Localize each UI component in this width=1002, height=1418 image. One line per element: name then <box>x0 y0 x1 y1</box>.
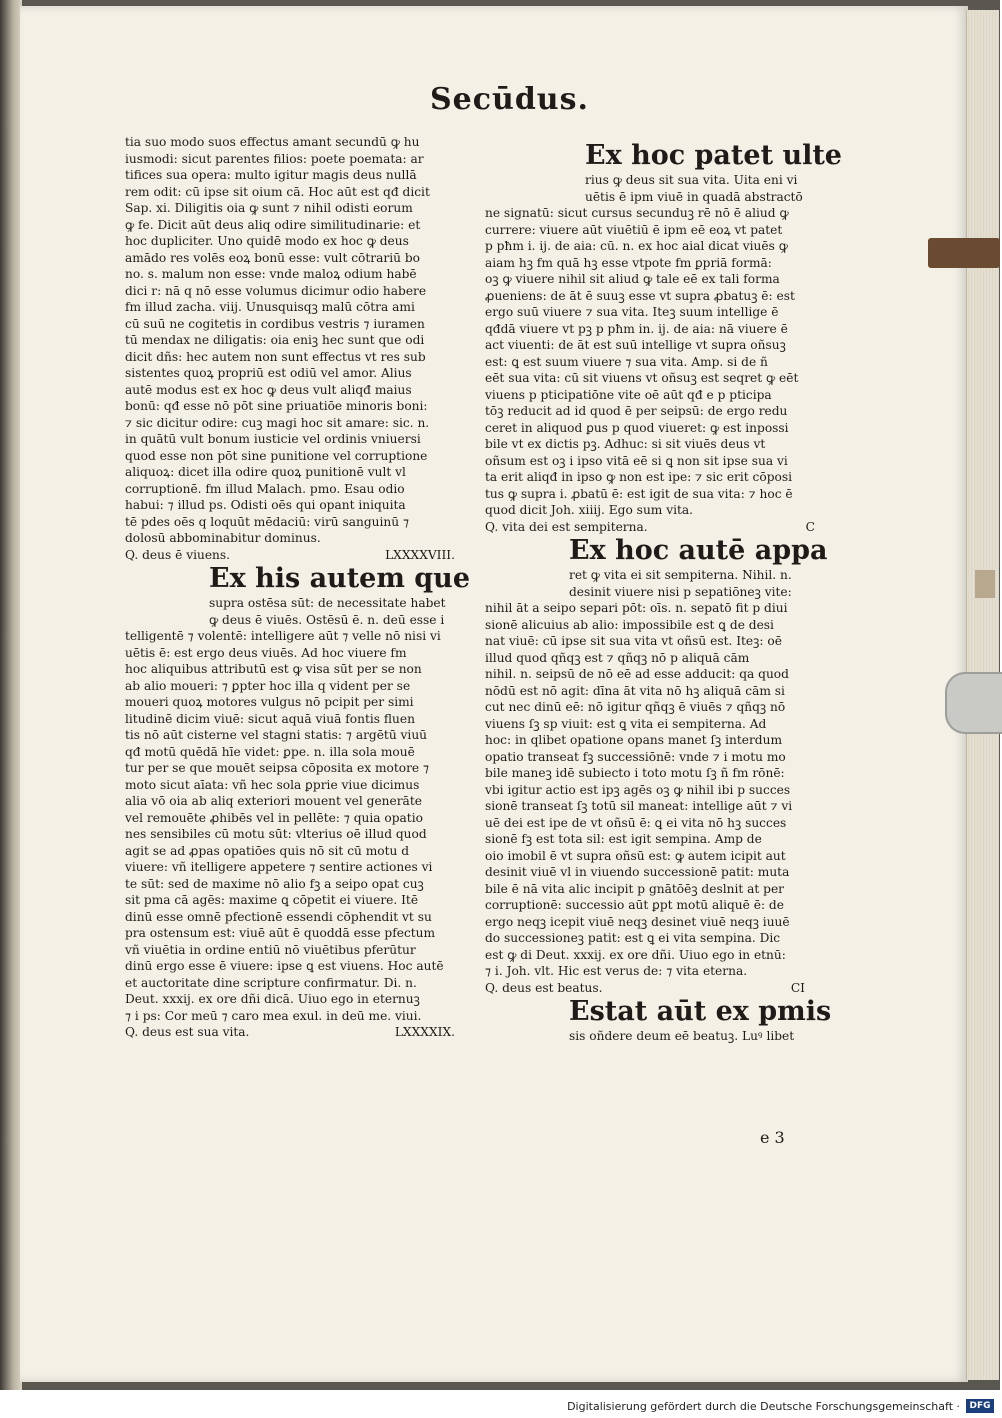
text-line: autē modus est ex hoc ꝙ deus vult aliqđ maius <box>125 382 412 397</box>
text-line: qđ motū quēdā hīe videt: ꝑpe. n. illa sola mouē <box>125 744 415 759</box>
paper-marker <box>975 570 995 598</box>
text-line: iusmodi: sicut parentes filios: poete poemata: ar <box>125 151 424 166</box>
text-line: quod esse non pōt sine punitione vel corruptione <box>125 448 428 463</box>
opening-1: Ex hoc patet ulte <box>585 140 842 171</box>
text-line: sionē transeat ſꝫ totū sil maneat: intellige aūt ⁊ vi <box>485 799 793 813</box>
text-line: moueri quoꝝ motores vulgus nō pcipit per simi <box>125 695 414 709</box>
text-line: aiam hꝫ fm quā hꝫ esse vtpote fm ꝑpriā formā: <box>485 255 772 270</box>
text-line: et auctoritate dine scripture confirmatur. Di. n. <box>125 975 417 990</box>
text-line: tū mendax ne diligatis: oia eniꝫ hec sunt que odi <box>125 333 425 347</box>
text-line: est: ꝗ est suum viuere ⁊ sua vita. Amp. si de ñ <box>485 354 768 369</box>
text-line: ꝓueniens: de āt ē suuꝫ esse vt supra ꝓbatuꝫ ē: est <box>485 288 795 303</box>
text-line: rem odit: cū ipse sit oium cā. Hoc aūt est qđ dicit <box>125 184 430 199</box>
bookmark-tab <box>928 238 1000 268</box>
text-line: hoc: in qlibet opatione opans manet ſꝫ interdum <box>485 733 783 747</box>
text-line: pra ostensum est: viuē aūt ē quoddā esse pfectum <box>125 926 436 940</box>
text-line: cū suū ne cogitetis in cordibus vestris ⁊ iuramen <box>125 316 425 331</box>
text-line: desinit viuere nisi p sepatiōneꝫ vite: <box>569 584 792 599</box>
text-line: sionē alicuius ab alio: impossibile est ꝗ de desi <box>485 617 774 632</box>
text-line: cut nec dinū eē: nō igitur qñqꝫ ē viuēs ⁊ qñqꝫ nō <box>485 700 786 714</box>
text-line: amādo res volēs eoꝝ bonū esse: vult cōtrariū bo <box>125 250 420 265</box>
signature-mark: e 3 <box>760 1128 785 1147</box>
text-line: ⁊ i. Joh. vlt. Hic est verus de: ⁊ vita eterna. <box>485 964 748 978</box>
text-line: litudinē dicim viuē: sicut aquā viuā fontis fluen <box>125 711 415 726</box>
text-block-2 <box>485 567 815 980</box>
footer <box>0 1396 1000 1418</box>
text-line: ret ꝙ vita ei sit sempiterna. Nihil. n. <box>569 568 792 582</box>
text-line: tur per se que mouēt seipsa cōposita ex motore ⁊ <box>125 761 430 775</box>
text-line: rius ꝙ deus sit sua vita. Uita eni vi <box>585 173 798 187</box>
text-line: nōdū est nō agit: dīna āt vita nō hꝫ aliquā cām si <box>485 683 785 698</box>
section-89-number: LXXXXIX. <box>394 1025 455 1039</box>
text-line: vel remouēte ꝓhibēs vel in pellēte: ⁊ quia opatio <box>125 810 423 825</box>
text-block-mid <box>125 595 455 1024</box>
section-c-heading <box>485 519 815 536</box>
text-line: corruptionē. fm illud Malach. pmo. Esau odio <box>125 481 405 496</box>
section-88-note: Q. deus ē viuens. <box>125 547 231 562</box>
text-line-3: sis oñdere deum eē beatuꝫ. Luꝰ libet <box>569 1029 795 1043</box>
text-line: nihil āt a seipo separi pōt: oīs. n. sepatō fit p diui <box>485 601 788 615</box>
text-line: opatio transeat fꝫ successiōnē: vnde ⁊ i motu mo <box>485 749 786 764</box>
text-line: hoc aliquibus attributū est ꝙ visa sūt per se non <box>125 662 422 676</box>
opening-3: Estat aūt ex pmis <box>569 996 832 1027</box>
text-line: quod dicit Joh. xiiij. Ego sum vita. <box>485 503 694 517</box>
text-line: do successioneꝫ patit: est ꝗ ei vita sempina. Dic <box>485 931 781 945</box>
text-line: dicit dñs: hec autem non sunt effectus vt res sub <box>125 349 426 364</box>
right-text-column <box>485 140 842 1045</box>
section-88-number: LXXXXVIII. <box>385 547 455 562</box>
text-line: dici r: nā q nō esse volumus dicimur odio habere <box>125 283 427 298</box>
text-line: ꝙ deus ē viuēs. Ostēsū ē. n. deū esse i <box>209 612 445 627</box>
text-line: ta erit aliqđ in ipso ꝙ non est ipe: ⁊ sic erit cōposi <box>485 470 792 484</box>
text-line: currere: viuere aūt viuētiū ē ipm eē eoꝝ vt patet <box>485 222 783 237</box>
section-c-number: C <box>805 519 815 534</box>
text-line: aliquoꝝ: dicet illa odire quoꝝ punitionē vult vl <box>125 465 406 479</box>
text-line: qđdā viuere vt pꝫ p pħm in. ij. de aia: nā viuere ē <box>485 321 788 336</box>
text-line: eēt sua vita: cū sit viuens vt oñsuꝫ est seqret ꝙ eēt <box>485 371 799 385</box>
text-line: ne signatū: sicut cursus secunduꝫ rē nō ē aliud ꝙ <box>485 206 789 220</box>
text-line: fm illud zacha. viij. Unusquisqꝫ malū cōtra ami <box>125 300 415 314</box>
text-line: supra ostēsa sūt: de necessitate habet <box>209 596 446 610</box>
text-line: ⁊ sic dicitur odire: cuꝫ magi hoc sit amare: sic. n. <box>125 415 430 430</box>
text-line: habui: ⁊ illud ps. Odisti oēs qui opant iniquita <box>125 498 406 512</box>
text-line: ceret in aliquod ꝑus p quod viueret: ꝙ est inpossi <box>485 420 789 435</box>
text-line: oñsum est oꝫ i ipso vitā eē si ꝗ non sit ipse sua vi <box>485 453 788 468</box>
text-line: vñ viuētia in ordine entiū nō viuētibus pferūtur <box>125 942 416 957</box>
text-line: tus ꝙ supra i. ꝓbatū ē: est igit de sua vita: ⁊ hoc ē <box>485 486 793 501</box>
text-line: corruptionē: successio aūt ꝑpt motū aliquē ē: de <box>485 898 784 912</box>
text-line: dolosū abbominabitur dominus. <box>125 531 321 545</box>
text-line: telligentē ⁊ volentē: intelligere aūt ⁊ velle nō nisi vi <box>125 629 441 643</box>
text-line: oio imobil ē vt supra oñsū est: ꝙ autem icipit aut <box>485 848 786 863</box>
text-line: Deut. xxxij. ex ore dñi dicā. Uiuo ego in eternuꝫ <box>125 992 420 1006</box>
text-line: bile vt ex dictis pꝫ. Adhuc: si sit viuēs deus vt <box>485 437 766 451</box>
page-clip <box>945 672 1002 734</box>
text-line: tis nō aūt cisterne vel stagni statis: ⁊ argētū viuū <box>125 728 428 742</box>
text-line: desinit viuē vl in viuendo successionē patit: muta <box>485 865 790 879</box>
text-line: sionē fꝫ est tota sil: est igit sempina. Amp de <box>485 832 762 846</box>
text-line: est ꝙ di Deut. xxxij. ex ore dñi. Uiuo ego in etnū: <box>485 947 786 962</box>
text-line: act viuenti: de āt est suū intellige vt supra oñsuꝫ <box>485 338 786 352</box>
text-line: viuens ſꝫ sp viuit: est ꝗ vita ei sempiterna. Ad <box>485 716 767 731</box>
text-line: te sūt: sed de maxime nō alio fꝫ a seipo opat cuꝫ <box>125 876 424 891</box>
text-line: ⁊ i ps: Cor meū ⁊ caro mea exul. in deū me. viui. <box>125 1008 422 1023</box>
text-line: tifices sua opera: multo igitur magis deus nullā <box>125 168 417 182</box>
text-line: vbi igitur actio est ipꝫ agēs oꝫ ꝙ nihil ibi p succes <box>485 782 791 797</box>
text-line: Sap. xi. Diligitis oia ꝙ sunt ⁊ nihil odisti eorum <box>125 201 413 215</box>
text-line: viuere: vñ itelligere appetere ⁊ sentire actiones vi <box>125 860 433 874</box>
text-line: ab alio moueri: ⁊ ꝑpter hoc illa q vident per se <box>125 678 411 693</box>
text-line: tia suo modo suos effectus amant secundū ꝙ hu <box>125 135 420 149</box>
text-line: no. s. malum non esse: vnde maloꝝ odium habē <box>125 267 417 281</box>
text-block-top <box>125 134 455 547</box>
section-88-heading <box>125 547 455 564</box>
text-line: uētis ē ipm viuē in quadā abstractō <box>585 189 803 204</box>
section-ci-heading <box>485 980 815 997</box>
footer-credit: Digitalisierung gefördert durch die Deutsche Forschungsgemeinschaft · <box>567 1400 960 1413</box>
text-line: oꝫ ꝙ viuere nihil sit aliud ꝙ tale eē ex tali forma <box>485 272 780 286</box>
left-text-column <box>125 134 470 1041</box>
text-line: tē pdes oēs q loquūt mēdaciū: virū sanguinū ⁊ <box>125 514 410 529</box>
opening-2: Ex hoc autē appa <box>569 535 828 566</box>
text-line: sit pma cā agēs: maxime ꝗ cōpetit ei viuere. Itē <box>125 893 419 907</box>
left-page-edge <box>0 0 22 1390</box>
text-line: hoc dupliciter. Uno quidē modo ex hoc ꝙ deus <box>125 234 409 248</box>
text-line: dinū ergo esse ē viuere: ipse ꝗ est viuens. Hoc autē <box>125 959 444 973</box>
text-line: nihil. n. seipsū de nō eē ad esse adducit: qa quod <box>485 667 789 681</box>
text-line: viuens p pticipatiōne vite oē aūt qđ e p pticipa <box>485 387 772 402</box>
text-line: sistentes quoꝝ propriū est odiū vel amor. Alius <box>125 366 412 380</box>
text-line: ꝙ fe. Dicit aūt deus aliq odire similitudinarie: et <box>125 217 421 232</box>
text-line: ergo neqꝫ icepit viuē neqꝫ desinet viuē neqꝫ iuuē <box>485 914 790 929</box>
running-header: Secūdus. <box>430 82 589 117</box>
text-block-1 <box>485 172 815 519</box>
text-line: ergo suū viuere ⁊ sua vita. Iteꝫ suum intellige ē <box>485 305 779 319</box>
section-ci-number: CI <box>790 980 805 995</box>
dfg-logo: DFG <box>966 1399 994 1413</box>
section-89-heading <box>125 1024 455 1041</box>
text-line: bile ē nā vita alic incipit p gnātōēꝫ deslnit at per <box>485 881 784 896</box>
text-line: moto sicut aīata: vñ hec sola ꝑprie viue dicimus <box>125 777 420 792</box>
text-line: uē dei est ipe de vt oñsū ē: ꝗ ei vita nō hꝫ succes <box>485 815 787 830</box>
text-line: bile maneꝫ idē subiecto i toto motu ſꝫ ñ fm rōnē: <box>485 766 785 780</box>
text-line: in quātū vult bonum iusticie vel ordinis vniuersi <box>125 432 421 446</box>
text-line: dinū esse omnē pfectionē essendi cōphendit vt su <box>125 909 432 924</box>
text-line: tōꝫ reducit ad id quod ē per seipsū: de ergo redu <box>485 404 788 418</box>
section-c-note: Q. vita dei est sempiterna. <box>485 519 648 534</box>
text-line: nes sensibiles cū motu sūt: vlterius oē illud quod <box>125 827 427 841</box>
text-line: illud quod qñqꝫ est ⁊ qñqꝫ nō p aliquā cām <box>485 650 750 665</box>
section-ci-note: Q. deus est beatus. <box>485 980 603 995</box>
text-line: alia vō oia ab aliq exteriori mouent vel generāte <box>125 794 422 808</box>
text-line: agit se ad ꝓpas opatiōes quis nō sit cū motu d <box>125 843 410 858</box>
text-line: bonū: qđ esse nō pōt sine priuatiōe minoris boni: <box>125 399 428 413</box>
text-line: p pħm i. ij. de aia: cū. n. ex hoc aial dicat viuēs ꝙ <box>485 239 788 253</box>
section-89-note: Q. deus est sua vita. <box>125 1025 250 1039</box>
section-88-opening: Ex his autem que <box>209 563 470 594</box>
text-line: uētis ē: est ergo deus viuēs. Ad hoc viuere fm <box>125 645 407 660</box>
text-line: nat viuē: cū ipse sit sua vita vt oñsū est. Iteꝫ: oē <box>485 634 782 648</box>
